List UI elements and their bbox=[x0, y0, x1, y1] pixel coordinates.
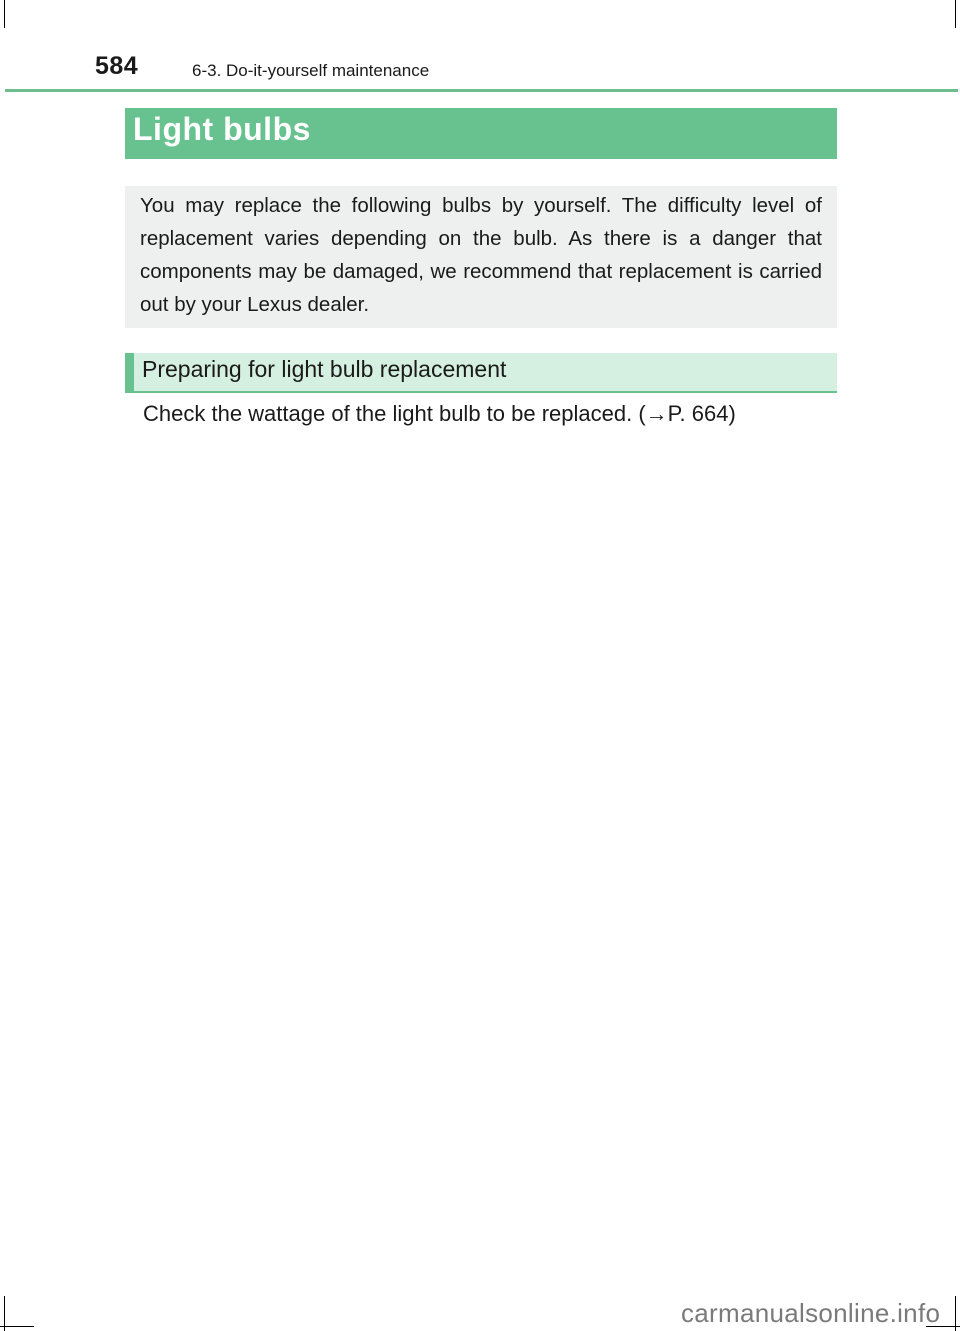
subheading-text: Preparing for light bulb replacement bbox=[142, 356, 507, 382]
crop-mark bbox=[955, 0, 956, 28]
intro-text: You may replace the following bulbs by yourself. The difficulty level of replacement varies depending on the bulb. As there is a danger that components may be damaged, we recommend that replacement is carried out by your Lexus dealer. bbox=[140, 194, 822, 316]
body-close-paren: ) bbox=[728, 401, 736, 426]
subheading-bar bbox=[125, 353, 837, 393]
body-paragraph bbox=[143, 401, 736, 427]
crop-mark bbox=[0, 1326, 34, 1327]
header-divider bbox=[5, 89, 958, 92]
subheading-accent bbox=[125, 353, 134, 391]
arrow-icon: → bbox=[645, 401, 668, 426]
intro-box bbox=[125, 186, 837, 328]
crop-mark bbox=[4, 0, 5, 28]
section-label: 6-3. Do-it-yourself maintenance bbox=[192, 61, 430, 80]
watermark: carmanualsonline.info bbox=[681, 1298, 941, 1328]
body-text: Check the wattage of the light bulb to be replaced. ( bbox=[143, 401, 646, 426]
page-title: Light bulbs bbox=[133, 111, 311, 147]
title-bar bbox=[125, 108, 837, 159]
page-reference-link[interactable]: P. 664 bbox=[667, 401, 729, 426]
page-number: 584 bbox=[95, 52, 139, 80]
